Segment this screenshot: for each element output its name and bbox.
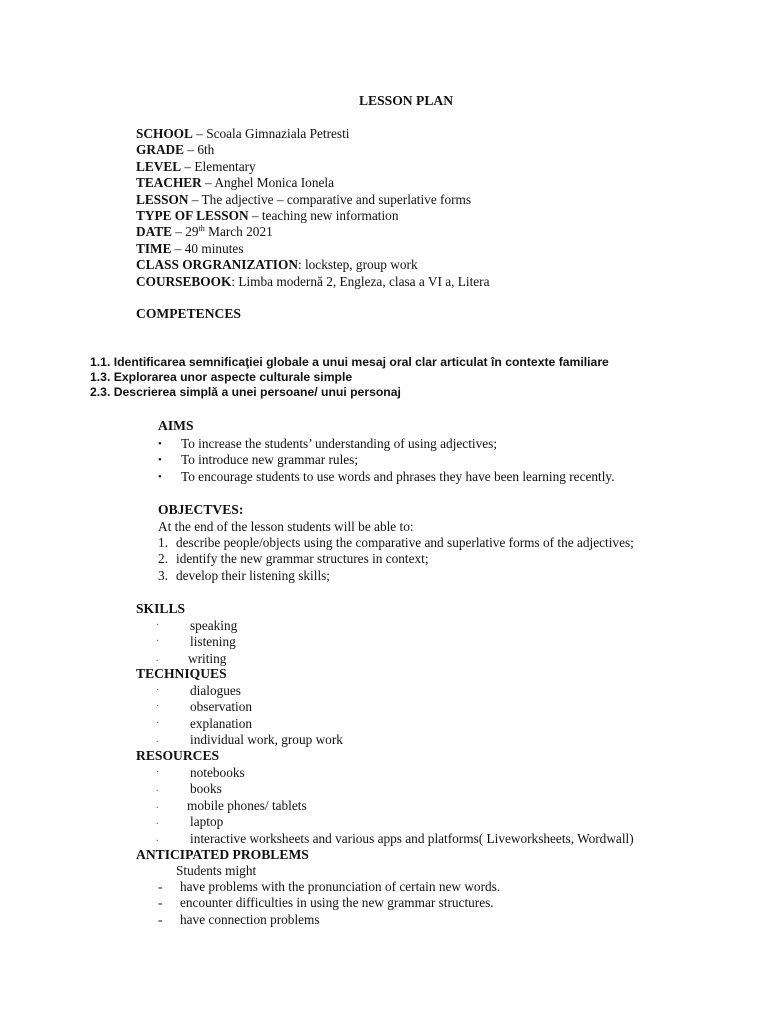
meta-row-coursebook [136,274,490,290]
list-number: 1. [158,535,168,550]
meta-separator: – [171,240,185,256]
bullet-icon: . [156,783,159,795]
meta-label: LESSON [136,191,189,207]
list-item-text: writing [188,650,227,666]
meta-separator: : [297,257,305,273]
bullet-icon: · [156,620,160,631]
meta-row-type [136,208,490,224]
date-day: 29 [185,224,199,240]
meta-row-class-organization [136,257,490,273]
bullet-icon: • [158,454,162,467]
meta-row-grade [136,142,490,158]
bullet-icon: . [156,832,159,844]
anticipated-problems-intro: Students might [176,863,257,878]
competences-list [90,355,609,401]
meta-value: 6th [197,142,215,158]
bullet-icon: • [158,470,162,483]
meta-separator: – [248,207,262,223]
meta-label: TEACHER [136,175,202,191]
list-item-text: To encourage students to use words and phrases they have been learning recently. [181,468,615,484]
anticipated-problems-heading: ANTICIPATED PROBLEMS [136,847,309,862]
list-item-text: have connection problems [180,911,320,927]
meta-separator: – [184,142,198,158]
meta-value: March 2021 [208,224,273,240]
list-number: 2. [158,551,168,567]
meta-label: TYPE OF LESSON [136,207,249,223]
date-suffix: th [198,224,205,234]
resources-heading: RESOURCES [136,748,220,763]
list-item-text: develop their listening skills; [176,567,331,583]
list-item-text: notebooks [190,765,245,780]
competence-item: 1.1. Identificarea semnificaţiei globale a unui mesaj oral clar articulat în contexte familiare [90,355,609,369]
competence-item: 2.3. Descrierea simplă a unei persoane/ unui personaj [90,385,401,400]
dash-icon: - [158,879,163,894]
list-item-text: To introduce new grammar rules; [181,452,359,468]
bullet-icon: . [156,734,159,746]
meta-separator: – [171,224,186,240]
meta-value: The adjective – comparative and superlative forms [201,191,472,207]
meta-row-level [136,159,490,175]
meta-row-teacher [136,175,490,191]
list-item-text: individual work, group work [190,732,343,748]
dash-icon: - [158,895,163,911]
meta-label: COURSEBOOK [136,273,232,289]
meta-separator: – [201,175,215,191]
meta-label: TIME [136,240,172,256]
meta-row-date [136,224,490,240]
meta-separator: – [181,158,195,174]
competence-item: 1.3. Explorarea unor aspecte culturale simple [90,370,353,385]
list-item-text: identify the new grammar structures in context; [176,551,429,567]
list-item-text: observation [190,699,253,715]
meta-value: teaching new information [261,207,399,223]
list-item-text: have problems with the pronunciation of certain new words. [180,879,501,894]
skills-heading: SKILLS [136,601,186,616]
meta-separator: – [192,126,207,141]
list-item-text: laptop [190,814,224,830]
list-item-text: encounter difficulties in using the new grammar structures. [180,895,494,911]
list-item-text: speaking [190,618,238,633]
meta-row-lesson [136,192,490,208]
meta-label: CLASS ORGRANIZATION [136,257,298,273]
bullet-icon: · [156,636,160,648]
list-item-text: interactive worksheets and various apps and platforms( Liveworksheets, Wordwall) [190,830,634,846]
list-item-text: To increase the students’ understanding of using adjectives; [181,436,498,451]
aims-heading: AIMS [158,418,194,433]
list-item-text: dialogues [190,683,241,698]
dash-icon: - [158,911,163,927]
bullet-icon: · [156,717,160,729]
meta-value: lockstep, group work [304,257,418,273]
list-item-text: mobile phones/ tablets [187,797,307,813]
meta-row-school [136,126,490,142]
lesson-metadata [136,126,490,290]
meta-value: Elementary [194,158,256,174]
bullet-icon: · [156,685,160,696]
list-item-text: explanation [190,715,253,731]
objectives-intro: At the end of the lesson students will be able to: [158,519,414,534]
meta-separator: : [231,273,239,289]
list-number: 3. [158,567,168,583]
bullet-icon: . [156,652,159,664]
meta-label: GRADE [136,142,185,158]
list-item-text: listening [190,634,236,650]
meta-value: Scoala Gimnaziala Petresti [206,126,350,141]
document-title: LESSON PLAN [358,93,454,108]
bullet-icon: · [156,767,160,778]
meta-label: SCHOOL [136,126,193,141]
bullet-icon: • [158,438,162,450]
meta-value: Anghel Monica Ionela [214,175,334,191]
list-item-text: describe people/objects using the comparative and superlative forms of the adjectives; [176,535,634,550]
bullet-icon: . [156,816,159,828]
bullet-icon: · [156,701,160,713]
list-item-text: books [190,781,222,797]
meta-label: DATE [136,224,172,240]
meta-label: LEVEL [136,158,182,174]
meta-separator: – [188,191,202,207]
competences-heading: COMPETENCES [136,306,241,321]
meta-value: Limba modernă 2, Engleza, clasa a VI a, Litera [238,273,490,289]
objectives-heading: OBJECTVES: [158,502,244,517]
meta-row-time [136,241,490,257]
bullet-icon: . [156,799,159,811]
meta-value: 40 minutes [184,240,244,256]
techniques-heading: TECHNIQUES [136,666,227,681]
